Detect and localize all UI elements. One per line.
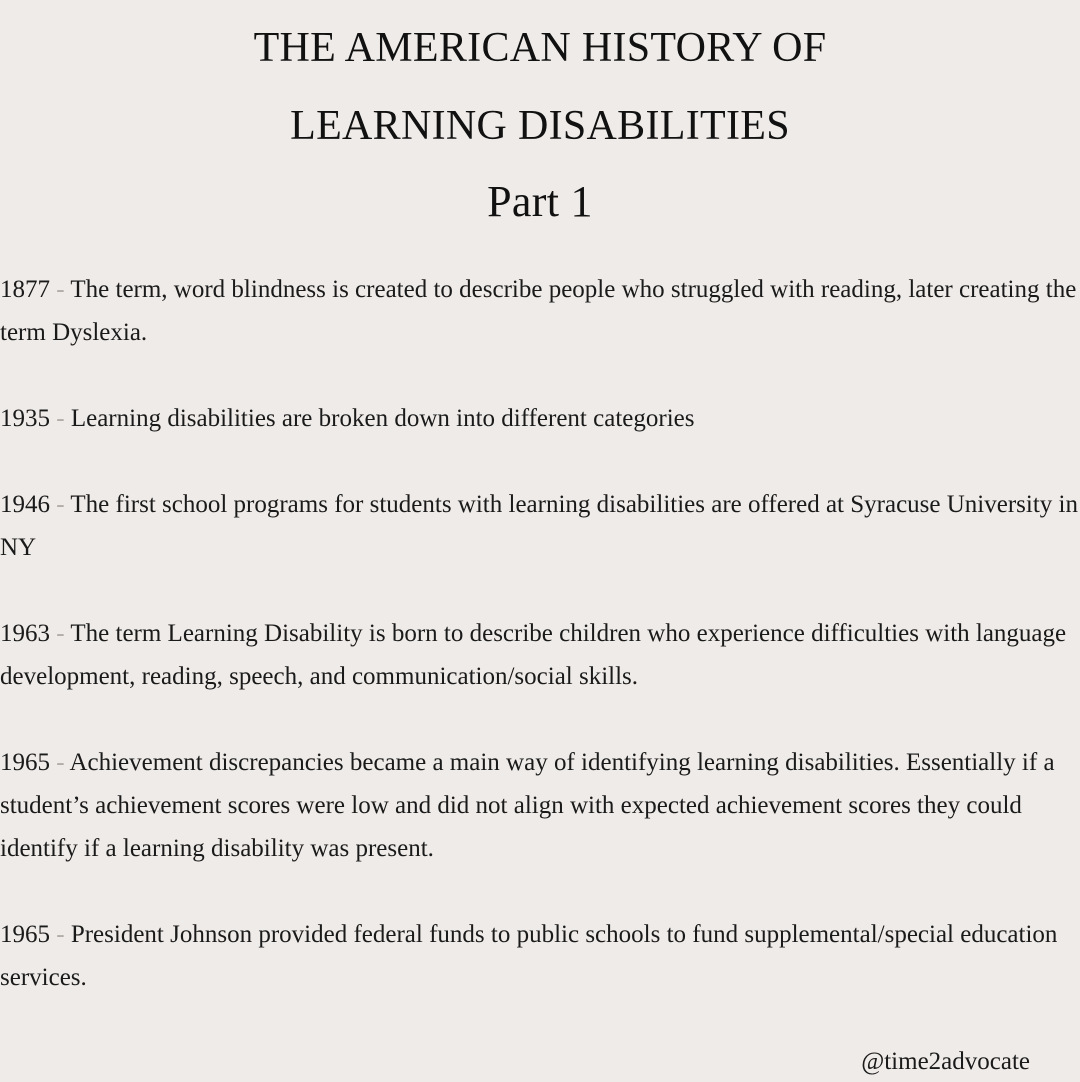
entry-year: 1935 xyxy=(0,405,50,432)
title-line-2: LEARNING DISABILITIES xyxy=(290,103,790,149)
entry-year: 1946 xyxy=(0,491,50,518)
entry-separator: - xyxy=(50,620,71,647)
timeline-entry xyxy=(0,483,1078,569)
entry-text: Achievement discrepancies became a main way of identifying learning disabilities. Essentially if a student’s achievement scores were low and did not align with expected achievement scores they could identify if a learning disability was present. xyxy=(0,749,1055,862)
timeline-entry xyxy=(0,268,1078,354)
entry-separator: - xyxy=(50,491,71,518)
entry-separator: - xyxy=(50,749,70,776)
timeline-entry xyxy=(0,741,1078,870)
social-handle: @time2advocate xyxy=(861,1048,1030,1075)
timeline-entry xyxy=(0,397,1078,440)
entry-text: Learning disabilities are broken down into different categories xyxy=(70,405,695,432)
entry-year: 1963 xyxy=(0,620,50,647)
part-label: Part 1 xyxy=(487,177,593,226)
entry-year: 1965 xyxy=(0,749,50,776)
entry-year: 1877 xyxy=(0,276,50,303)
entry-text: The first school programs for students with learning disabilities are offered at Syracuse University in NY xyxy=(0,491,1078,561)
entry-text: The term, word blindness is created to describe people who struggled with reading, later creating the term Dyslexia. xyxy=(0,276,1077,346)
entry-separator: - xyxy=(50,405,71,432)
entry-separator: - xyxy=(50,921,71,948)
entry-separator: - xyxy=(50,276,71,303)
entry-text: The term Learning Disability is born to describe children who experience difficulties with language development, reading, speech, and communication/social skills. xyxy=(0,620,1067,690)
timeline-entry xyxy=(0,913,1078,999)
timeline-entry xyxy=(0,612,1078,698)
entry-year: 1965 xyxy=(0,921,50,948)
title-line-1: THE AMERICAN HISTORY OF xyxy=(253,25,827,71)
entry-text: President Johnson provided federal funds to public schools to fund supplemental/special education services. xyxy=(0,921,1058,991)
